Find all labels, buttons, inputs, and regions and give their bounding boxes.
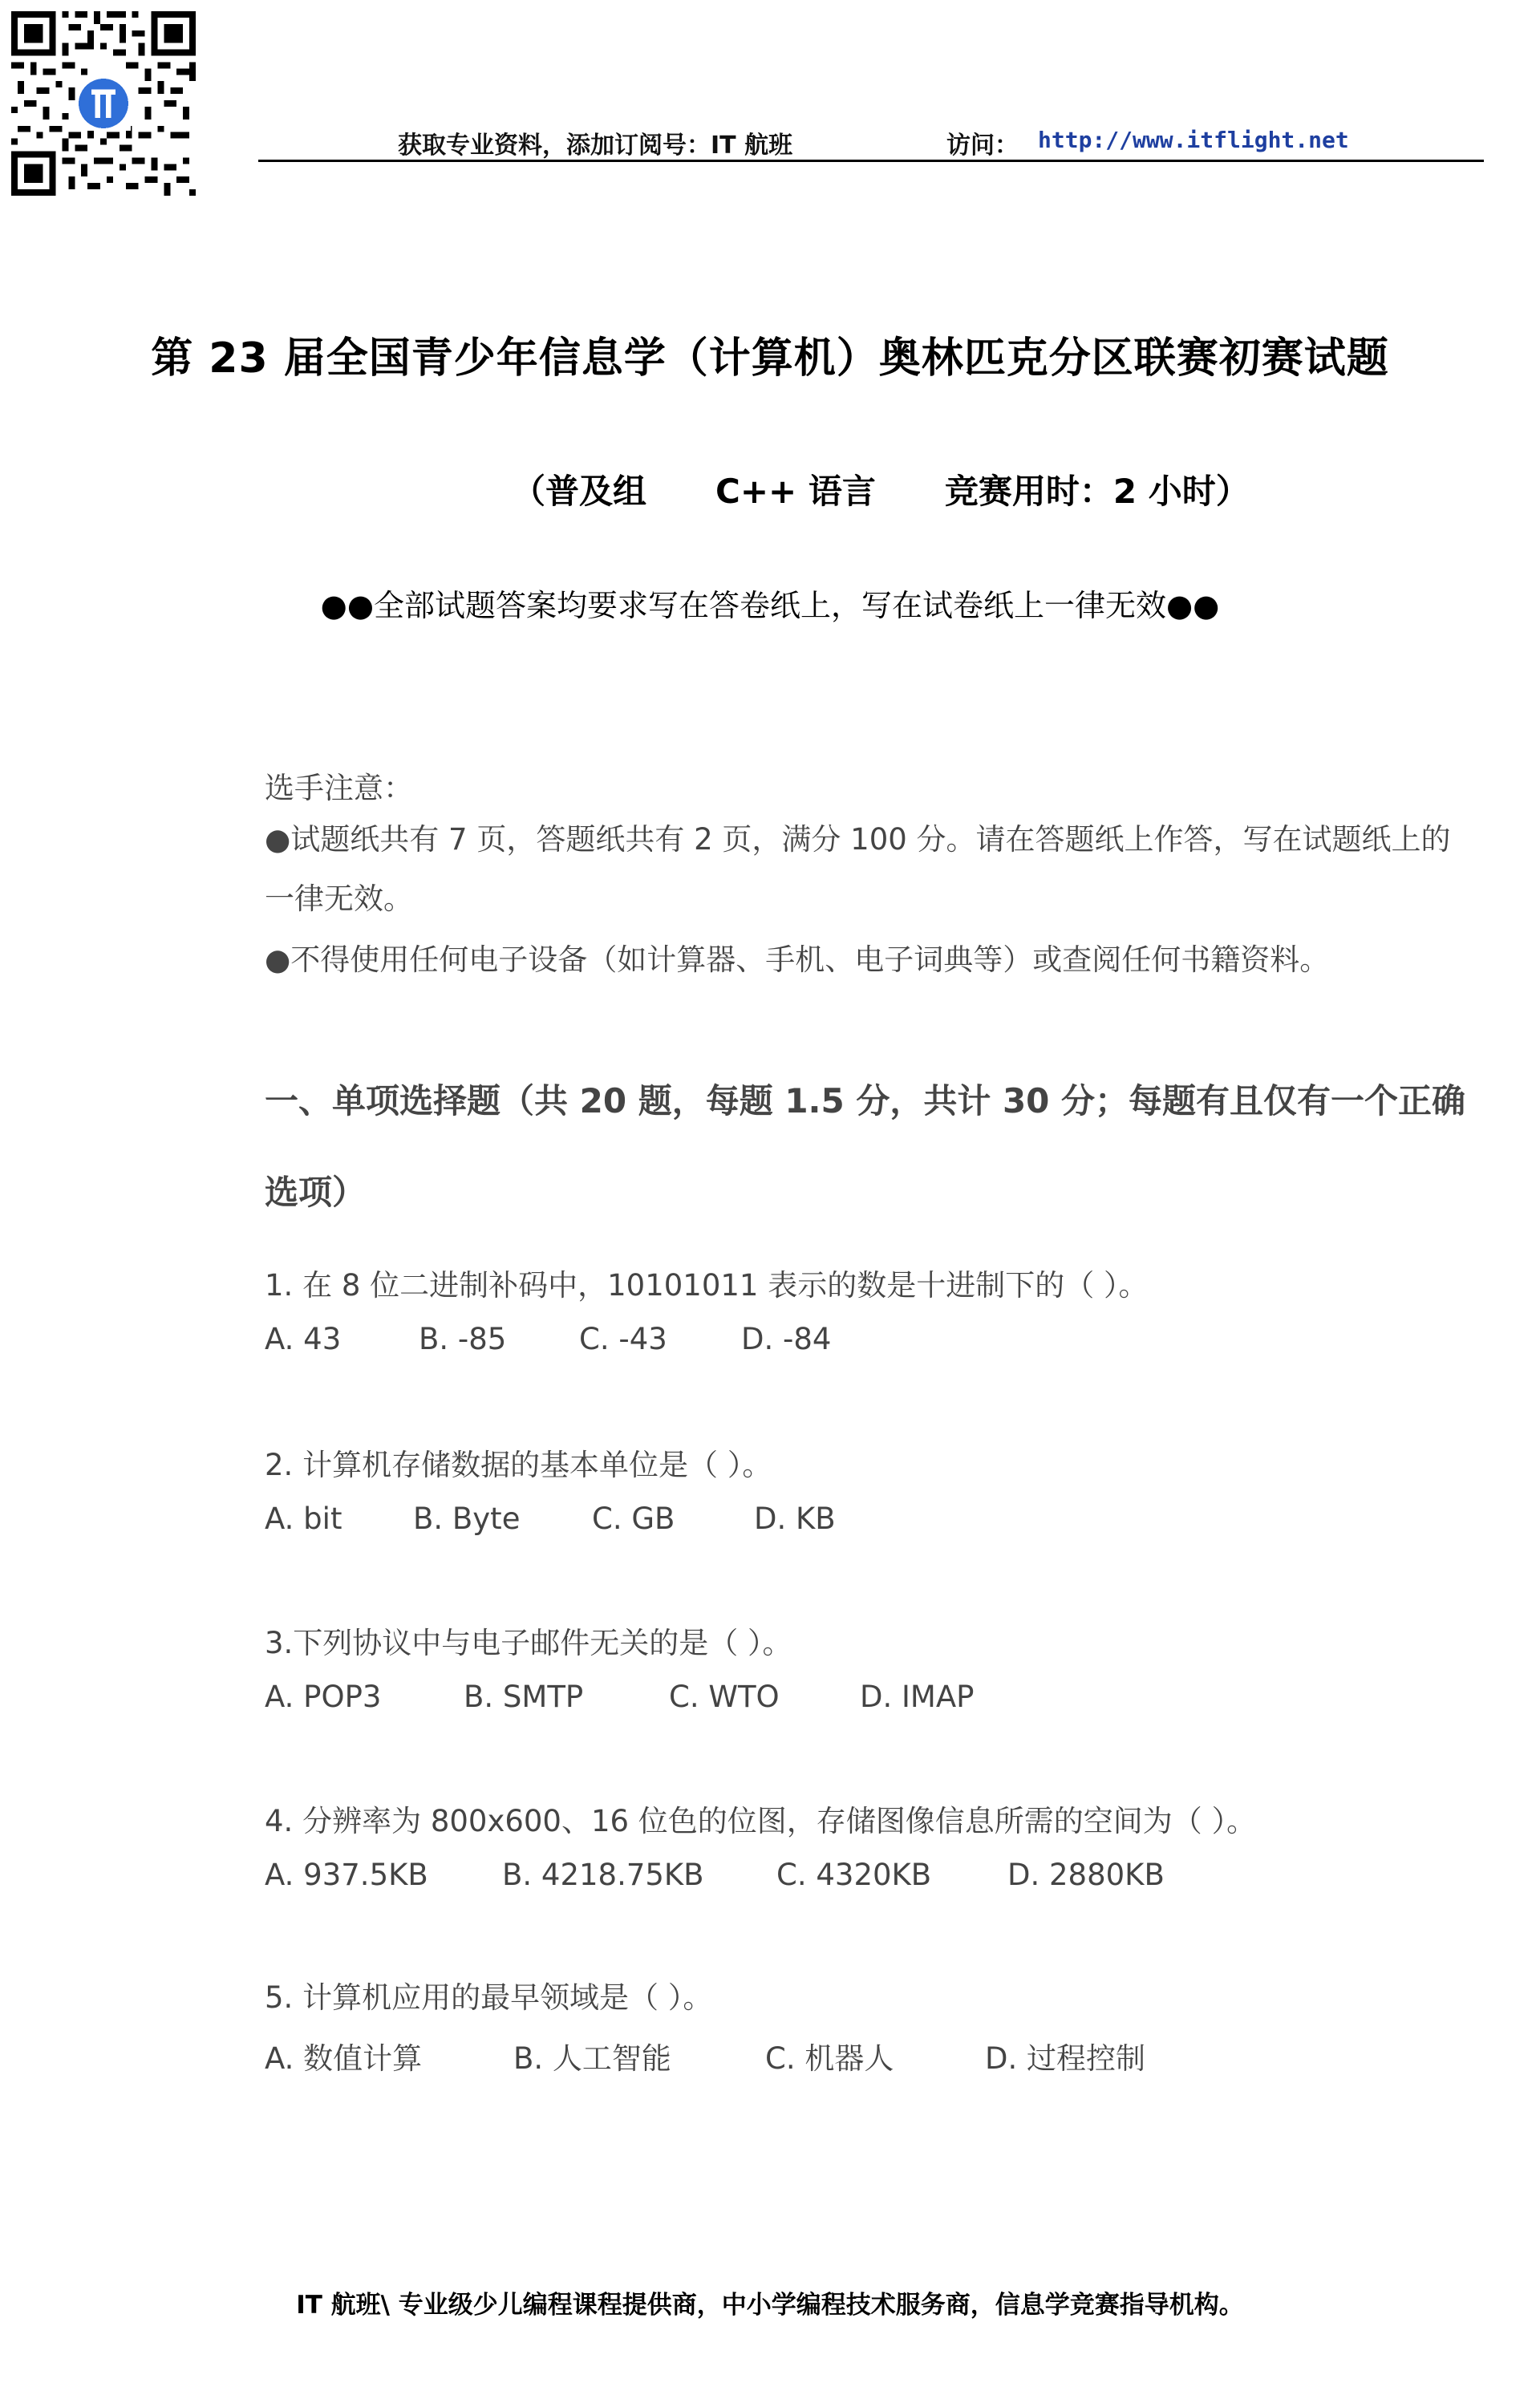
subtitle-group: （普及组: [512, 472, 647, 511]
exam-title: 第 23 届全国青少年信息学（计算机）奥林匹克分区联赛初赛试题: [151, 334, 1389, 383]
option-a: A. 数值计算: [265, 2041, 423, 2076]
question-options: [265, 1322, 831, 1356]
question-text: 3.下列协议中与电子邮件无关的是（ ）。: [265, 1626, 792, 1660]
option-c: C. 机器人: [765, 2041, 894, 2076]
subtitle-language: C++ 语言: [715, 472, 876, 511]
option-c: C. WTO: [669, 1680, 780, 1714]
option-b: B. 人工智能: [513, 2041, 671, 2076]
notice-item: ●试题纸共有 7 页，答题纸共有 2 页，满分 100 分。请在答题纸上作答，写在试题纸上的一律无效。: [265, 822, 1451, 916]
option-b: B. Byte: [413, 1502, 521, 1536]
option-a: A. 43: [265, 1322, 342, 1356]
option-c: C. -43: [579, 1322, 667, 1356]
question-text: 1. 在 8 位二进制补码中，10101011 表示的数是十进制下的（ ）。: [265, 1268, 1149, 1303]
question-text: 4. 分辨率为 800x600、16 位色的位图，存储图像信息所需的空间为（ ）。: [265, 1804, 1257, 1838]
option-d: D. IMAP: [860, 1680, 975, 1714]
header-visit-label: 访问：: [946, 132, 1019, 160]
question-options: [265, 1680, 974, 1714]
header-url-link[interactable]: http://www.itflight.net: [1038, 127, 1349, 153]
option-a: A. POP3: [265, 1680, 382, 1714]
subtitle-time: 竞赛用时：2 小时）: [944, 472, 1250, 511]
question-options: [265, 2034, 1145, 2077]
question-text: 2. 计算机存储数据的基本单位是（ ）。: [265, 1448, 772, 1482]
header-divider: [258, 160, 1484, 162]
option-d: D. -84: [741, 1322, 832, 1356]
option-c: C. GB: [592, 1502, 675, 1536]
option-d: D. 过程控制: [985, 2041, 1146, 2076]
answer-warning: ●●全部试题答案均要求写在答卷纸上，写在试卷纸上一律无效●●: [320, 588, 1220, 623]
option-a: A. bit: [265, 1502, 342, 1536]
section-heading: 一、单项选择题（共 20 题，每题 1.5 分，共计 30 分；每题有且仅有一个正确选项）: [265, 1081, 1466, 1212]
option-d: D. KB: [754, 1502, 836, 1536]
page-footer: IT 航班\ 专业级少儿编程课程提供商，中小学编程技术服务商，信息学竞赛指导机构。: [296, 2291, 1244, 2320]
exam-subtitle: [512, 465, 1250, 513]
option-b: B. -85: [419, 1322, 507, 1356]
option-c: C. 4320KB: [776, 1858, 932, 1892]
option-a: A. 937.5KB: [265, 1858, 428, 1892]
option-b: B. SMTP: [464, 1680, 584, 1714]
header-subscription-text: 获取专业资料，添加订阅号：IT 航班: [398, 132, 793, 160]
option-d: D. 2880KB: [1007, 1858, 1165, 1892]
notice-heading: 选手注意：: [265, 771, 413, 805]
notice-item: ●不得使用任何电子设备（如计算器、手机、电子词典等）或查阅任何书籍资料。: [265, 942, 1330, 977]
question-text: 5. 计算机应用的最早领域是（ ）。: [265, 1980, 713, 2015]
question-options: [265, 1858, 1165, 1892]
question-options: [265, 1502, 836, 1536]
option-b: B. 4218.75KB: [502, 1858, 704, 1892]
qr-code: [11, 11, 196, 196]
